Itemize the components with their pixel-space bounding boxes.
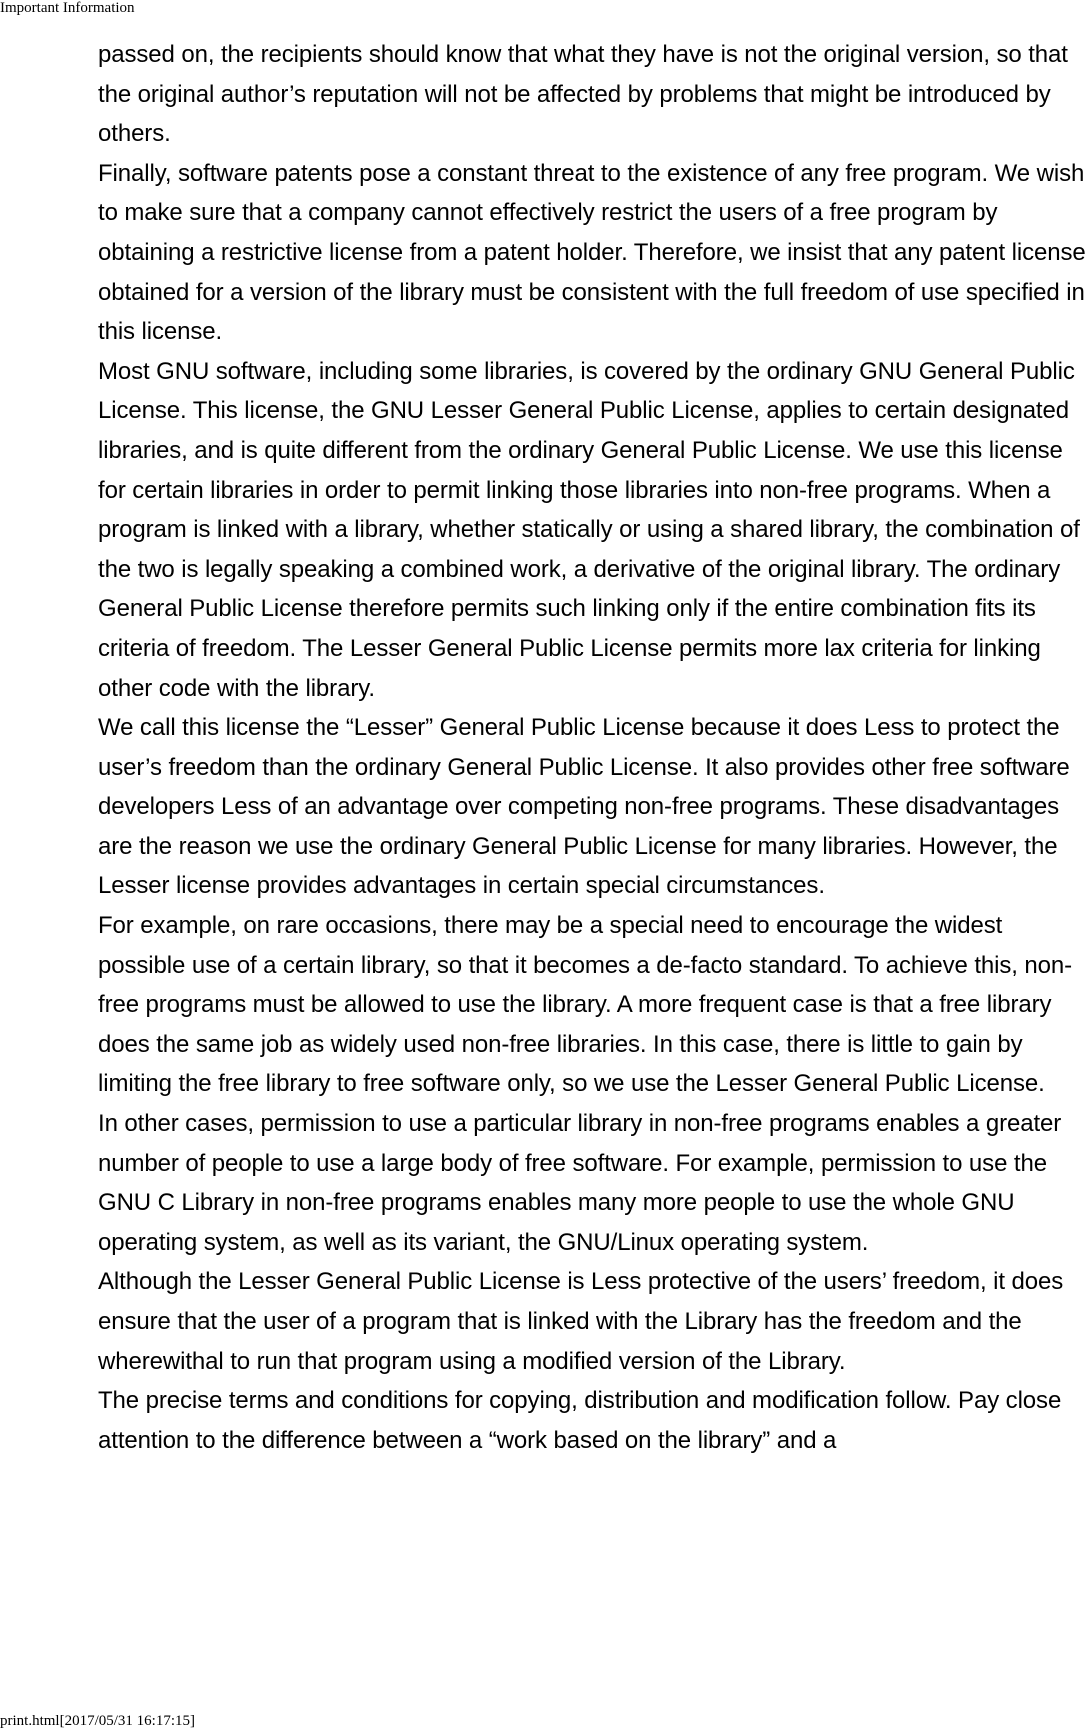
paragraph-5: For example, on rare occasions, there may be a special need to encourage the widest possible use of a certain library, so that it becomes a de-facto standard. To achieve this, non-free programs must be allowed to use the library. A more frequent case is that a free library does the same job as widely used non-free libraries. In this case, there is little to gain by limiting the free library to free software only, so we use the Lesser General Public License. [98, 912, 1073, 1098]
paragraph-2: Finally, software patents pose a constant threat to the existence of any free program. We wish to make sure that a company cannot effectively restrict the users of a free program by obtaining a restrictive license from a patent holder. Therefore, we insist that any patent license obtained for a version of the library must be consistent with the full freedom of use specified in this license. [98, 159, 1086, 346]
paragraph-6: In other cases, permission to use a particular library in non-free programs enables a greater number of people to use a large body of free software. For example, permission to use the GNU C Library in non-free programs enables many more people to use the whole GNU operating system, as well as its variant, the GNU/Linux operating system. [98, 1110, 1062, 1256]
page-header-title: Important Information [0, 0, 135, 16]
paragraph-1: passed on, the recipients should know that what they have is not the original version, so that the original author’s reputation will not be affected by problems that might be introduced by others. [98, 41, 1068, 148]
paragraph-7: Although the Lesser General Public License is Less protective of the users’ freedom, it does ensure that the user of a program that is linked with the Library has the freedom and the wherewithal to run that program using a modified version of the Library. [98, 1268, 1064, 1375]
document-body [98, 35, 1091, 1460]
paragraph-4: We call this license the “Lesser” General Public License because it does Less to protect the user’s freedom than the ordinary General Public License. It also provides other free software developers Less of an advantage over competing non-free programs. These disadvantages are the reason we use the ordinary General Public License for many libraries. However, the Lesser license provides advantages in certain special circumstances. [98, 714, 1070, 900]
paragraph-8: The precise terms and conditions for copying, distribution and modification follow. Pay close attention to the difference between a “work based on the library” and a [98, 1387, 1062, 1454]
page-footer-source: print.html[2017/05/31 16:17:15] [0, 1713, 195, 1729]
paragraph-3: Most GNU software, including some libraries, is covered by the ordinary GNU General Public License. This license, the GNU Lesser General Public License, applies to certain designated libraries, and is quite different from the ordinary General Public License. We use this license for certain libraries in order to permit linking those libraries into non-free programs. When a program is linked with a library, whether statically or using a shared library, the combination of the two is legally speaking a combined work, a derivative of the original library. The ordinary General Public License therefore permits such linking only if the entire combination fits its criteria of freedom. The Lesser General Public License permits more lax criteria for linking other code with the library. [98, 357, 1080, 702]
